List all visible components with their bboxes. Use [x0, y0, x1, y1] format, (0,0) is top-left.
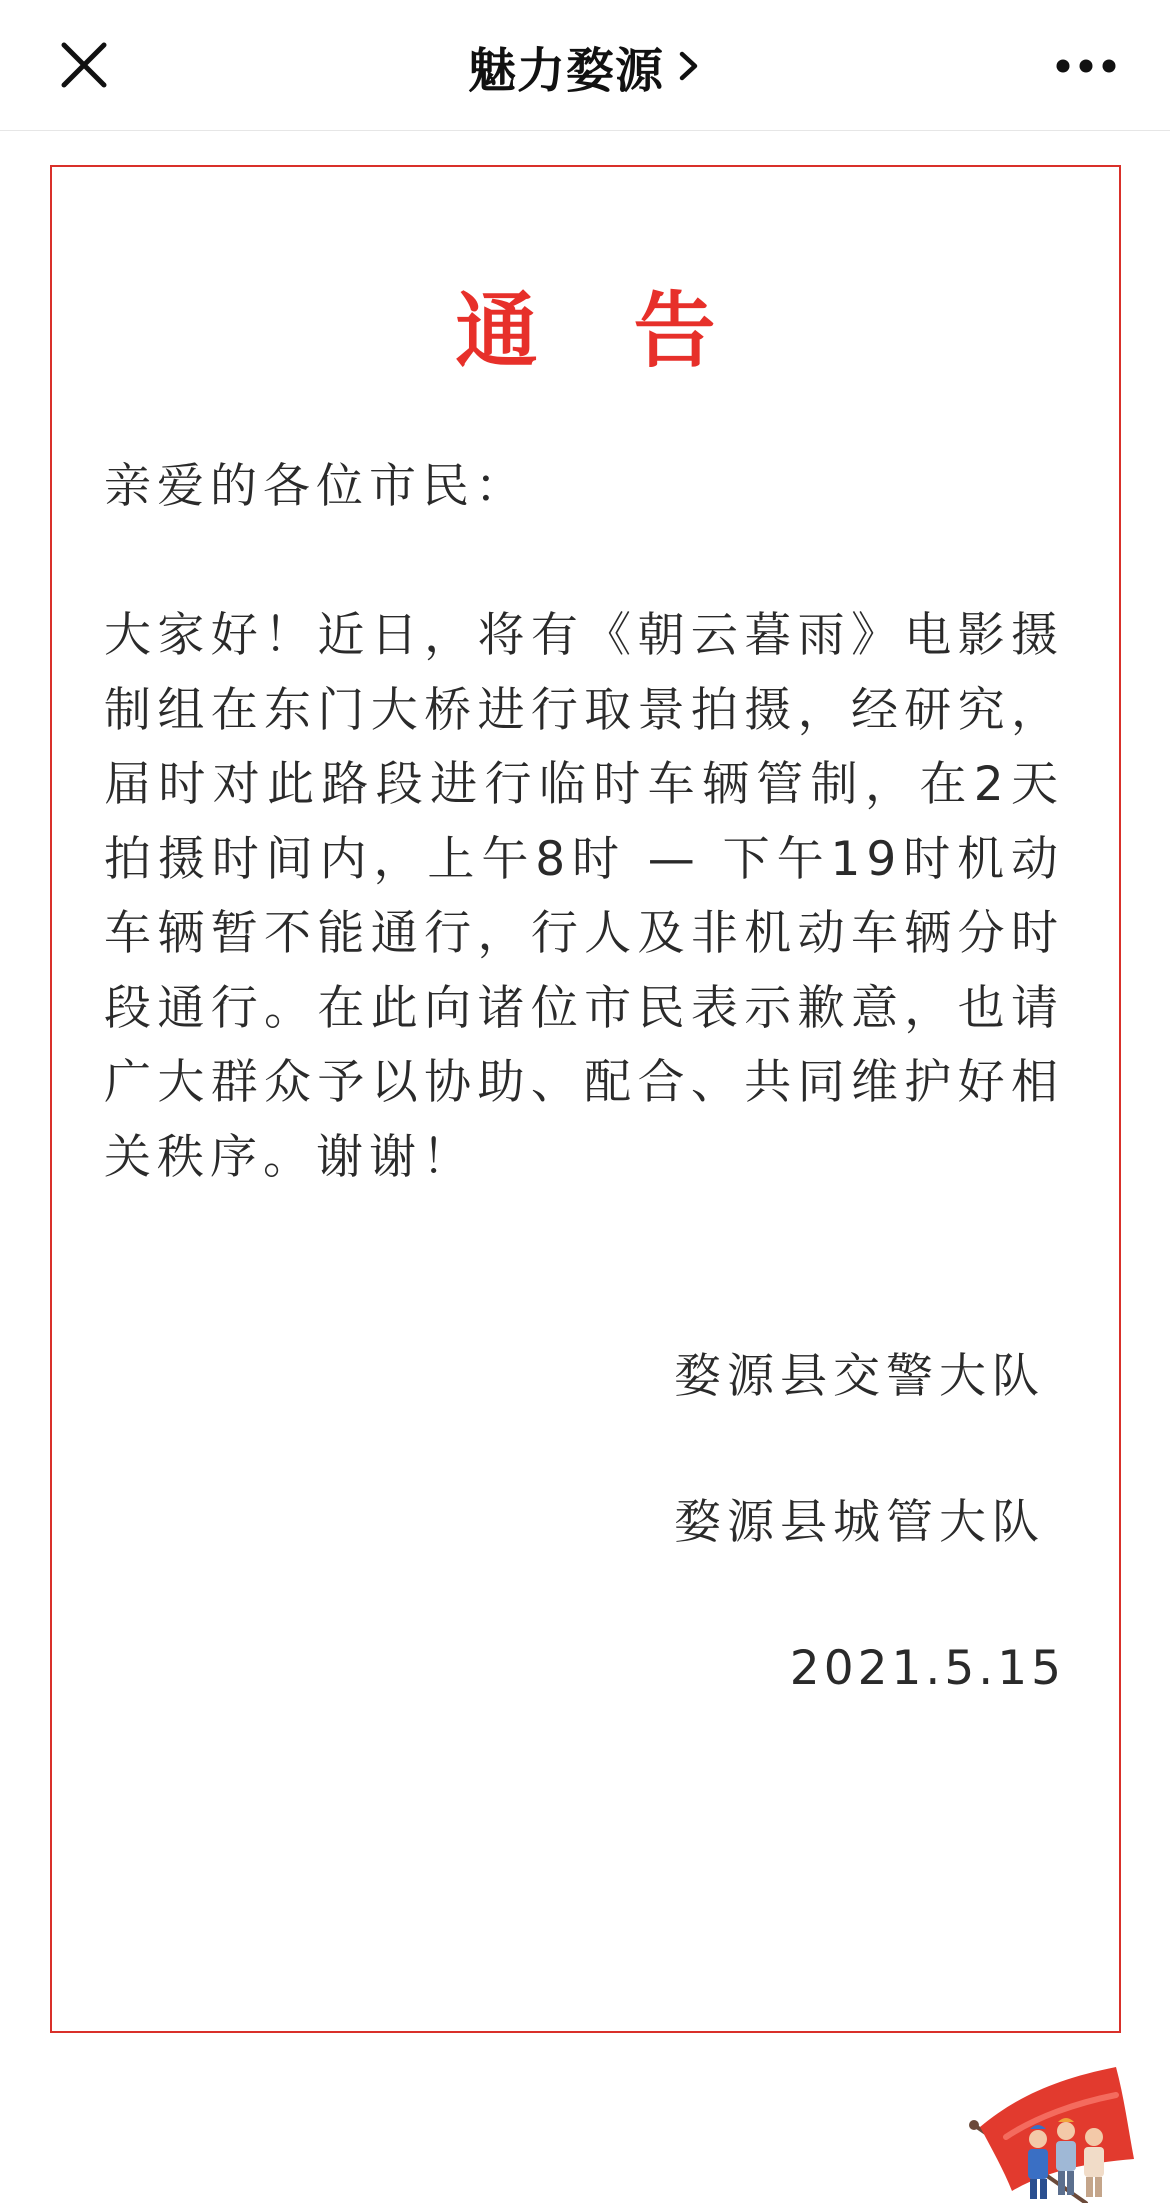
signature-traffic-police: 婺源县交警大队: [674, 1349, 1045, 1404]
notice-body: 大家好！近日，将有《朝云暮雨》电影摄制组在东门大桥进行取景拍摄，经研究，届时对此路段进行临时车辆管制，在2天拍摄时间内，上午8时 — 下午19时机动车辆暂不能通行，行人及非机动车辆分时段通行。在此向诸位市民表示歉意，也请广大群众予以协助、配合、共同维护好相关秩序。谢谢！: [104, 608, 1064, 1185]
page-title: 魅力婺源: [467, 42, 664, 99]
account-title-link[interactable]: [0, 30, 1170, 102]
signature-city-management: 婺源县城管大队: [674, 1495, 1045, 1550]
top-nav-bar: [0, 0, 1170, 131]
more-horizontal-icon: [1050, 46, 1122, 86]
notice-date: 2021.5.15: [789, 1641, 1065, 1696]
chevron-right-icon: [676, 46, 702, 86]
notice-title: 通告: [455, 284, 812, 379]
more-button[interactable]: [1050, 46, 1122, 86]
notice-frame: [50, 165, 1121, 2033]
notice-greeting: 亲爱的各位市民：: [104, 459, 528, 514]
red-flag-workers-icon: [966, 2067, 1136, 2203]
